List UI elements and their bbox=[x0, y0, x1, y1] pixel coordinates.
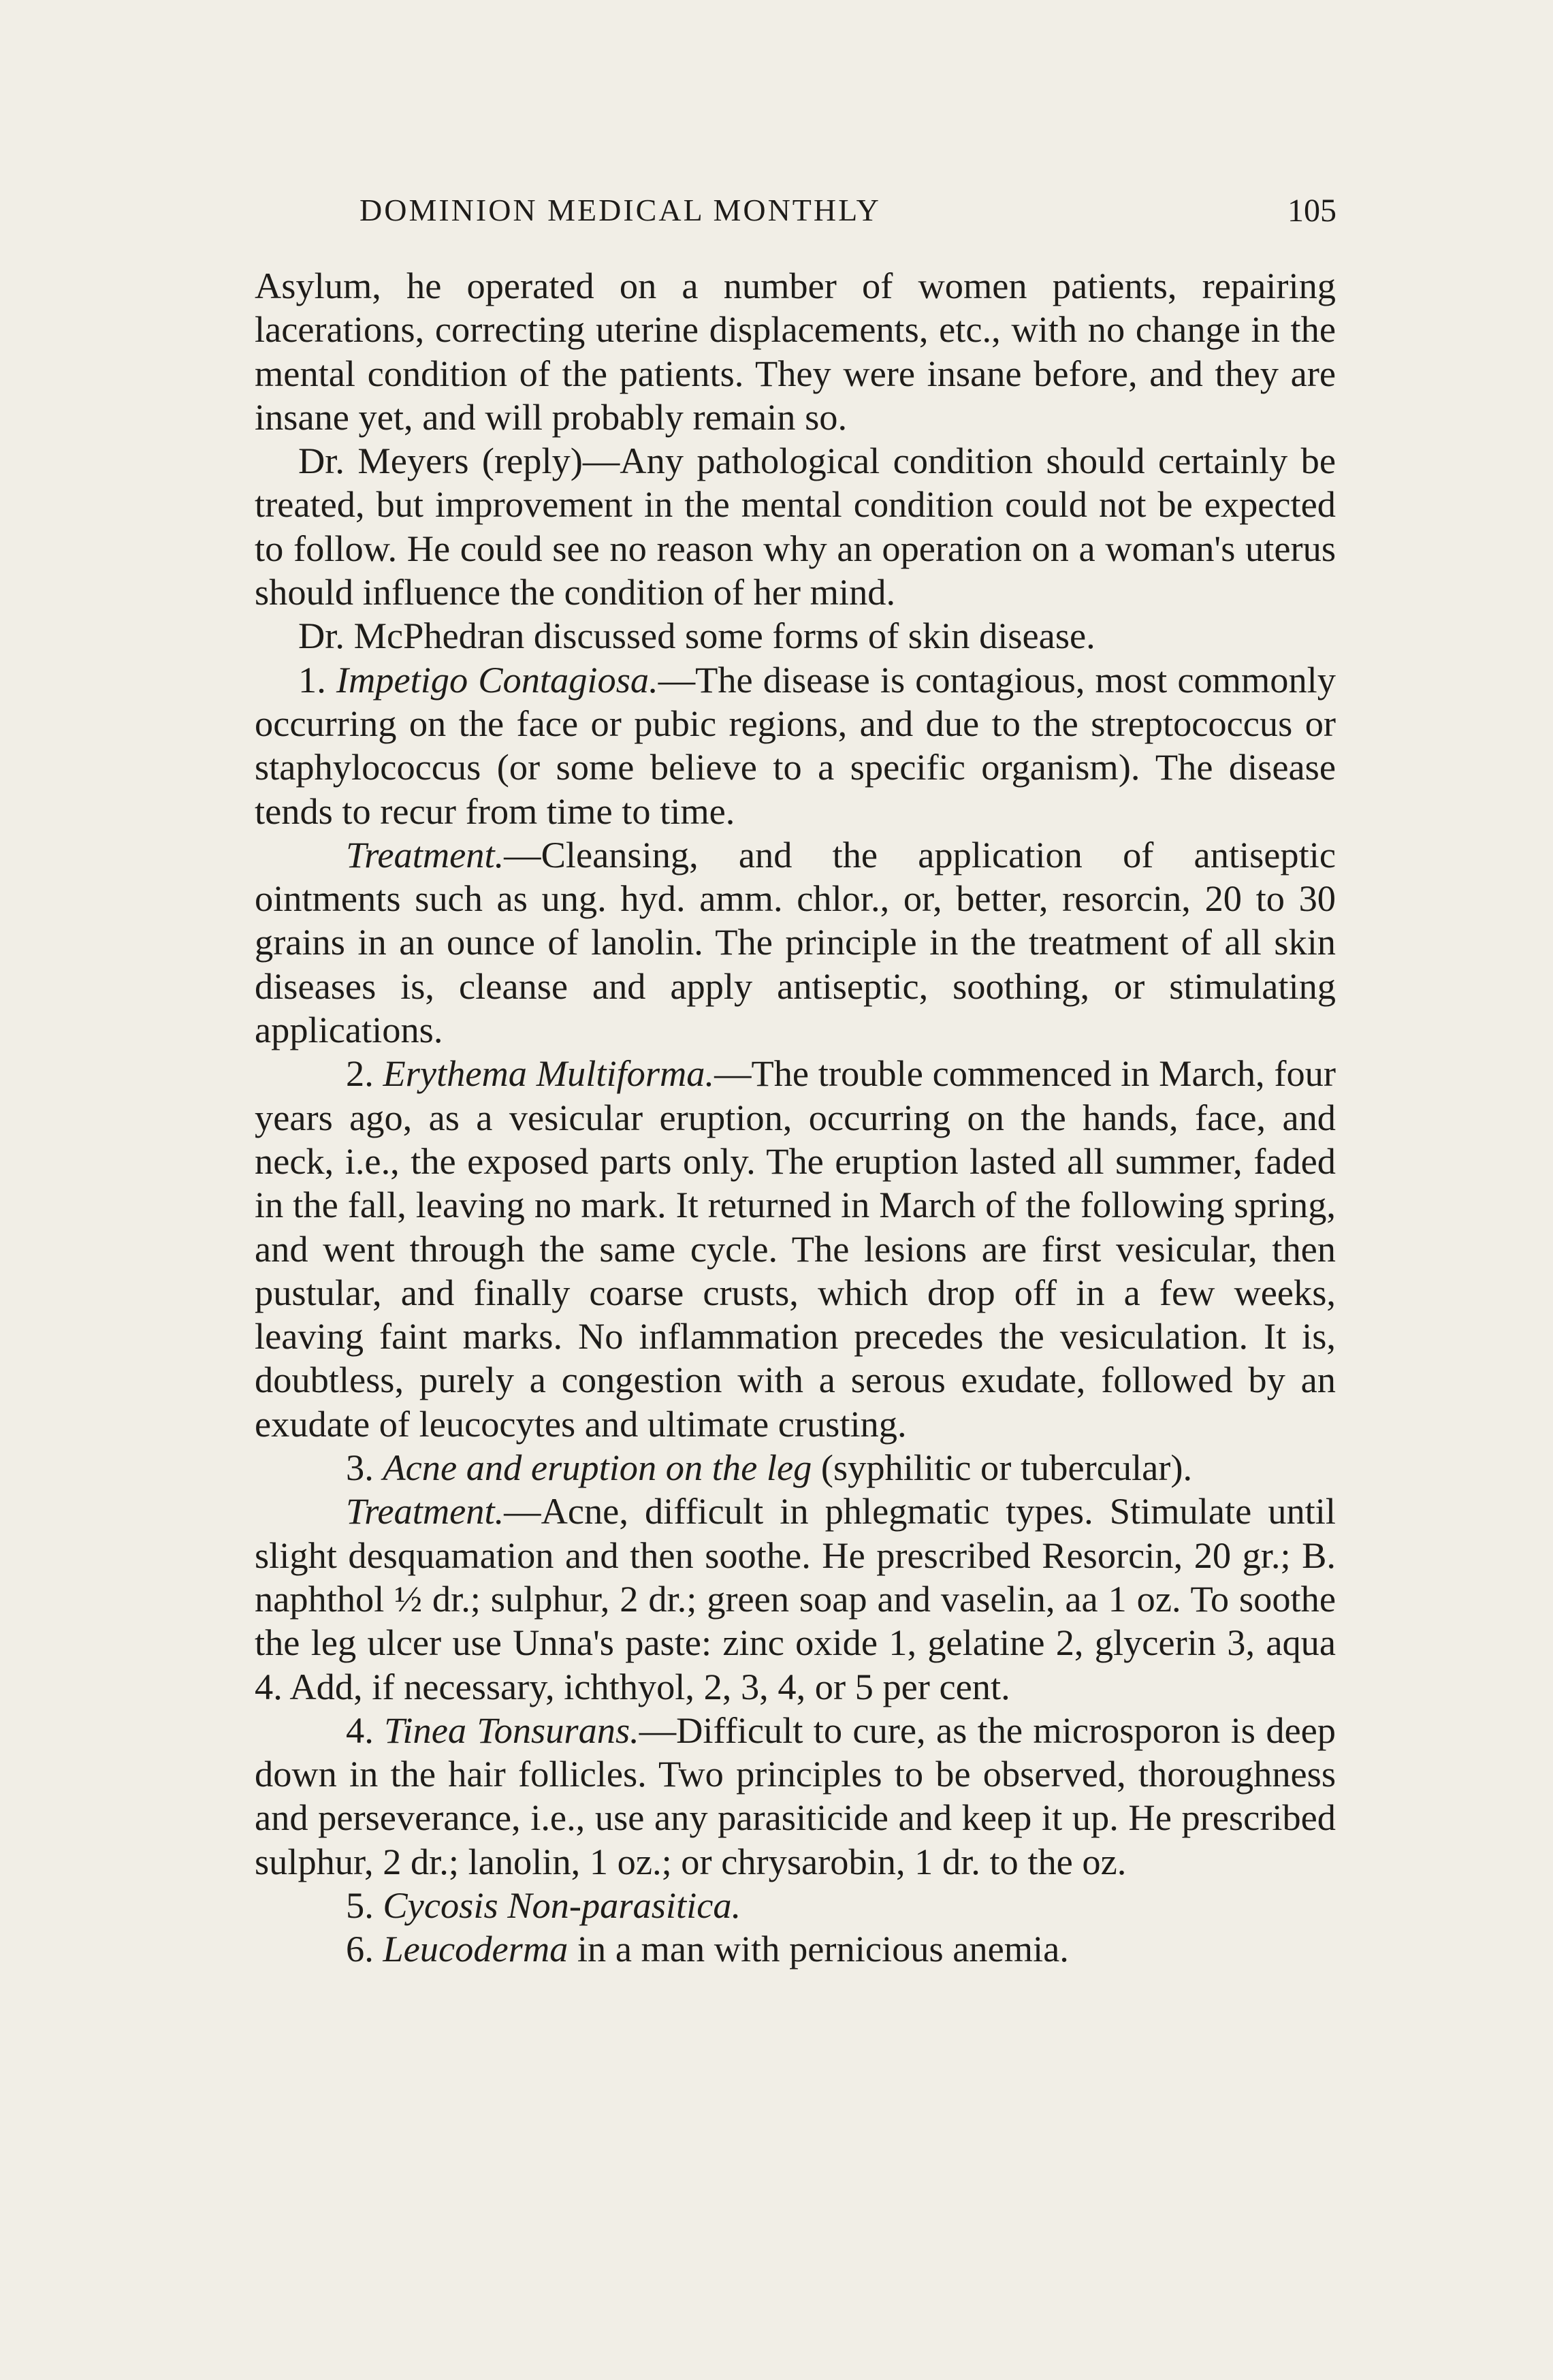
running-header bbox=[359, 192, 1336, 233]
item-impetigo: 1. Impetigo Contagiosa.—The disease is contagious, most commonly occurring on the face or pubic regions, and due to the streptococcus or staphylococcus (or some believe to a specific organism). The disease tends to recur from time to time. bbox=[255, 659, 1336, 832]
item-cycosis: 5. Cycosis Non-parasitica. bbox=[346, 1884, 741, 1926]
item-heading: Cycosis Non-parasitica. bbox=[383, 1884, 741, 1926]
acne-treatment: Treatment.—Acne, difficult in phlegmatic types. Stimulate until slight desquamation and then soothe. He prescribed Resorcin, 20 gr.; B. naphthol ½ dr.; sulphur, 2 dr.; green soap and vaselin, aa 1 oz. To soothe the leg ulcer use Unna's paste: zinc oxide 1, gelatine 2, glycerin 3, aqua 4. Add, if necessary, ichthyol, 2, 3, 4, or 5 per cent. bbox=[255, 1491, 1336, 1707]
item-erythema: 2. Erythema Multiforma.—The trouble commenced in March, four years ago, as a vesicular eruption, occurring on the hands, face, and neck, i.e., the exposed parts only. The eruption lasted all summer, faded in the fall, leaving no mark. It returned in March of the following spring, and went through the same cycle. The lesions are first vesicular, then pustular, and finally coarse crusts, which drop off in a few weeks, leaving faint marks. No inflammation precedes the vesiculation. It is, doubtless, purely a congestion with a serous exudate, followed by an exudate of leucocytes and ultimate crusting. bbox=[255, 1053, 1336, 1445]
treatment-heading: Treatment. bbox=[346, 834, 505, 875]
paragraph-asylum: Asylum, he operated on a number of women patients, repairing lacerations, correcting uterine displacements, etc., with no change in the mental condition of the patients. They were insane before, and they are insane yet, and will probably remain so. bbox=[255, 266, 1336, 438]
item-leucoderma: 6. Leucoderma in a man with pernicious anemia. bbox=[346, 1929, 1069, 1970]
treatment-heading: Treatment. bbox=[346, 1491, 505, 1532]
item-heading: Erythema Multiforma. bbox=[383, 1053, 715, 1095]
paragraph-mcphedran: Dr. McPhedran discussed some forms of skin disease. bbox=[298, 615, 1095, 657]
body-text bbox=[255, 264, 1336, 1972]
item-heading: Impetigo Contagiosa. bbox=[336, 659, 658, 701]
item-heading: Leucoderma bbox=[383, 1929, 569, 1970]
impetigo-treatment: Treatment.—Cleansing, and the application of antiseptic ointments such as ung. hyd. amm. chlor., or, better, resorcin, 20 to 30 grains in an ounce of lanolin. The principle in the treatment of all skin diseases is, cleanse and apply antiseptic, soothing, or stimulating applications. bbox=[255, 834, 1336, 1051]
item-heading: Tinea Tonsurans. bbox=[384, 1709, 639, 1751]
page-number: 105 bbox=[1287, 193, 1336, 229]
paragraph-meyers-reply: Dr. Meyers (reply)—Any pathological condition should certainly be treated, but improvement in the mental condition could not be expected to follow. He could see no reason why an operation on a woman's uterus should influence the condition of her mind. bbox=[255, 440, 1336, 613]
item-acne: 3. Acne and eruption on the leg (syphilitic or tubercular). bbox=[346, 1447, 1193, 1489]
item-heading: Acne and eruption on the leg bbox=[383, 1447, 812, 1489]
item-tinea: 4. Tinea Tonsurans.—Difficult to cure, as the microsporon is deep down in the hair follicles. Two principles to be observed, thoroughness and perseverance, i.e., use any parasiticide and keep it up. He prescribed sulphur, 2 dr.; lanolin, 1 oz.; or chrysarobin, 1 dr. to the oz. bbox=[255, 1709, 1336, 1882]
running-title: DOMINION MEDICAL MONTHLY bbox=[359, 193, 881, 227]
